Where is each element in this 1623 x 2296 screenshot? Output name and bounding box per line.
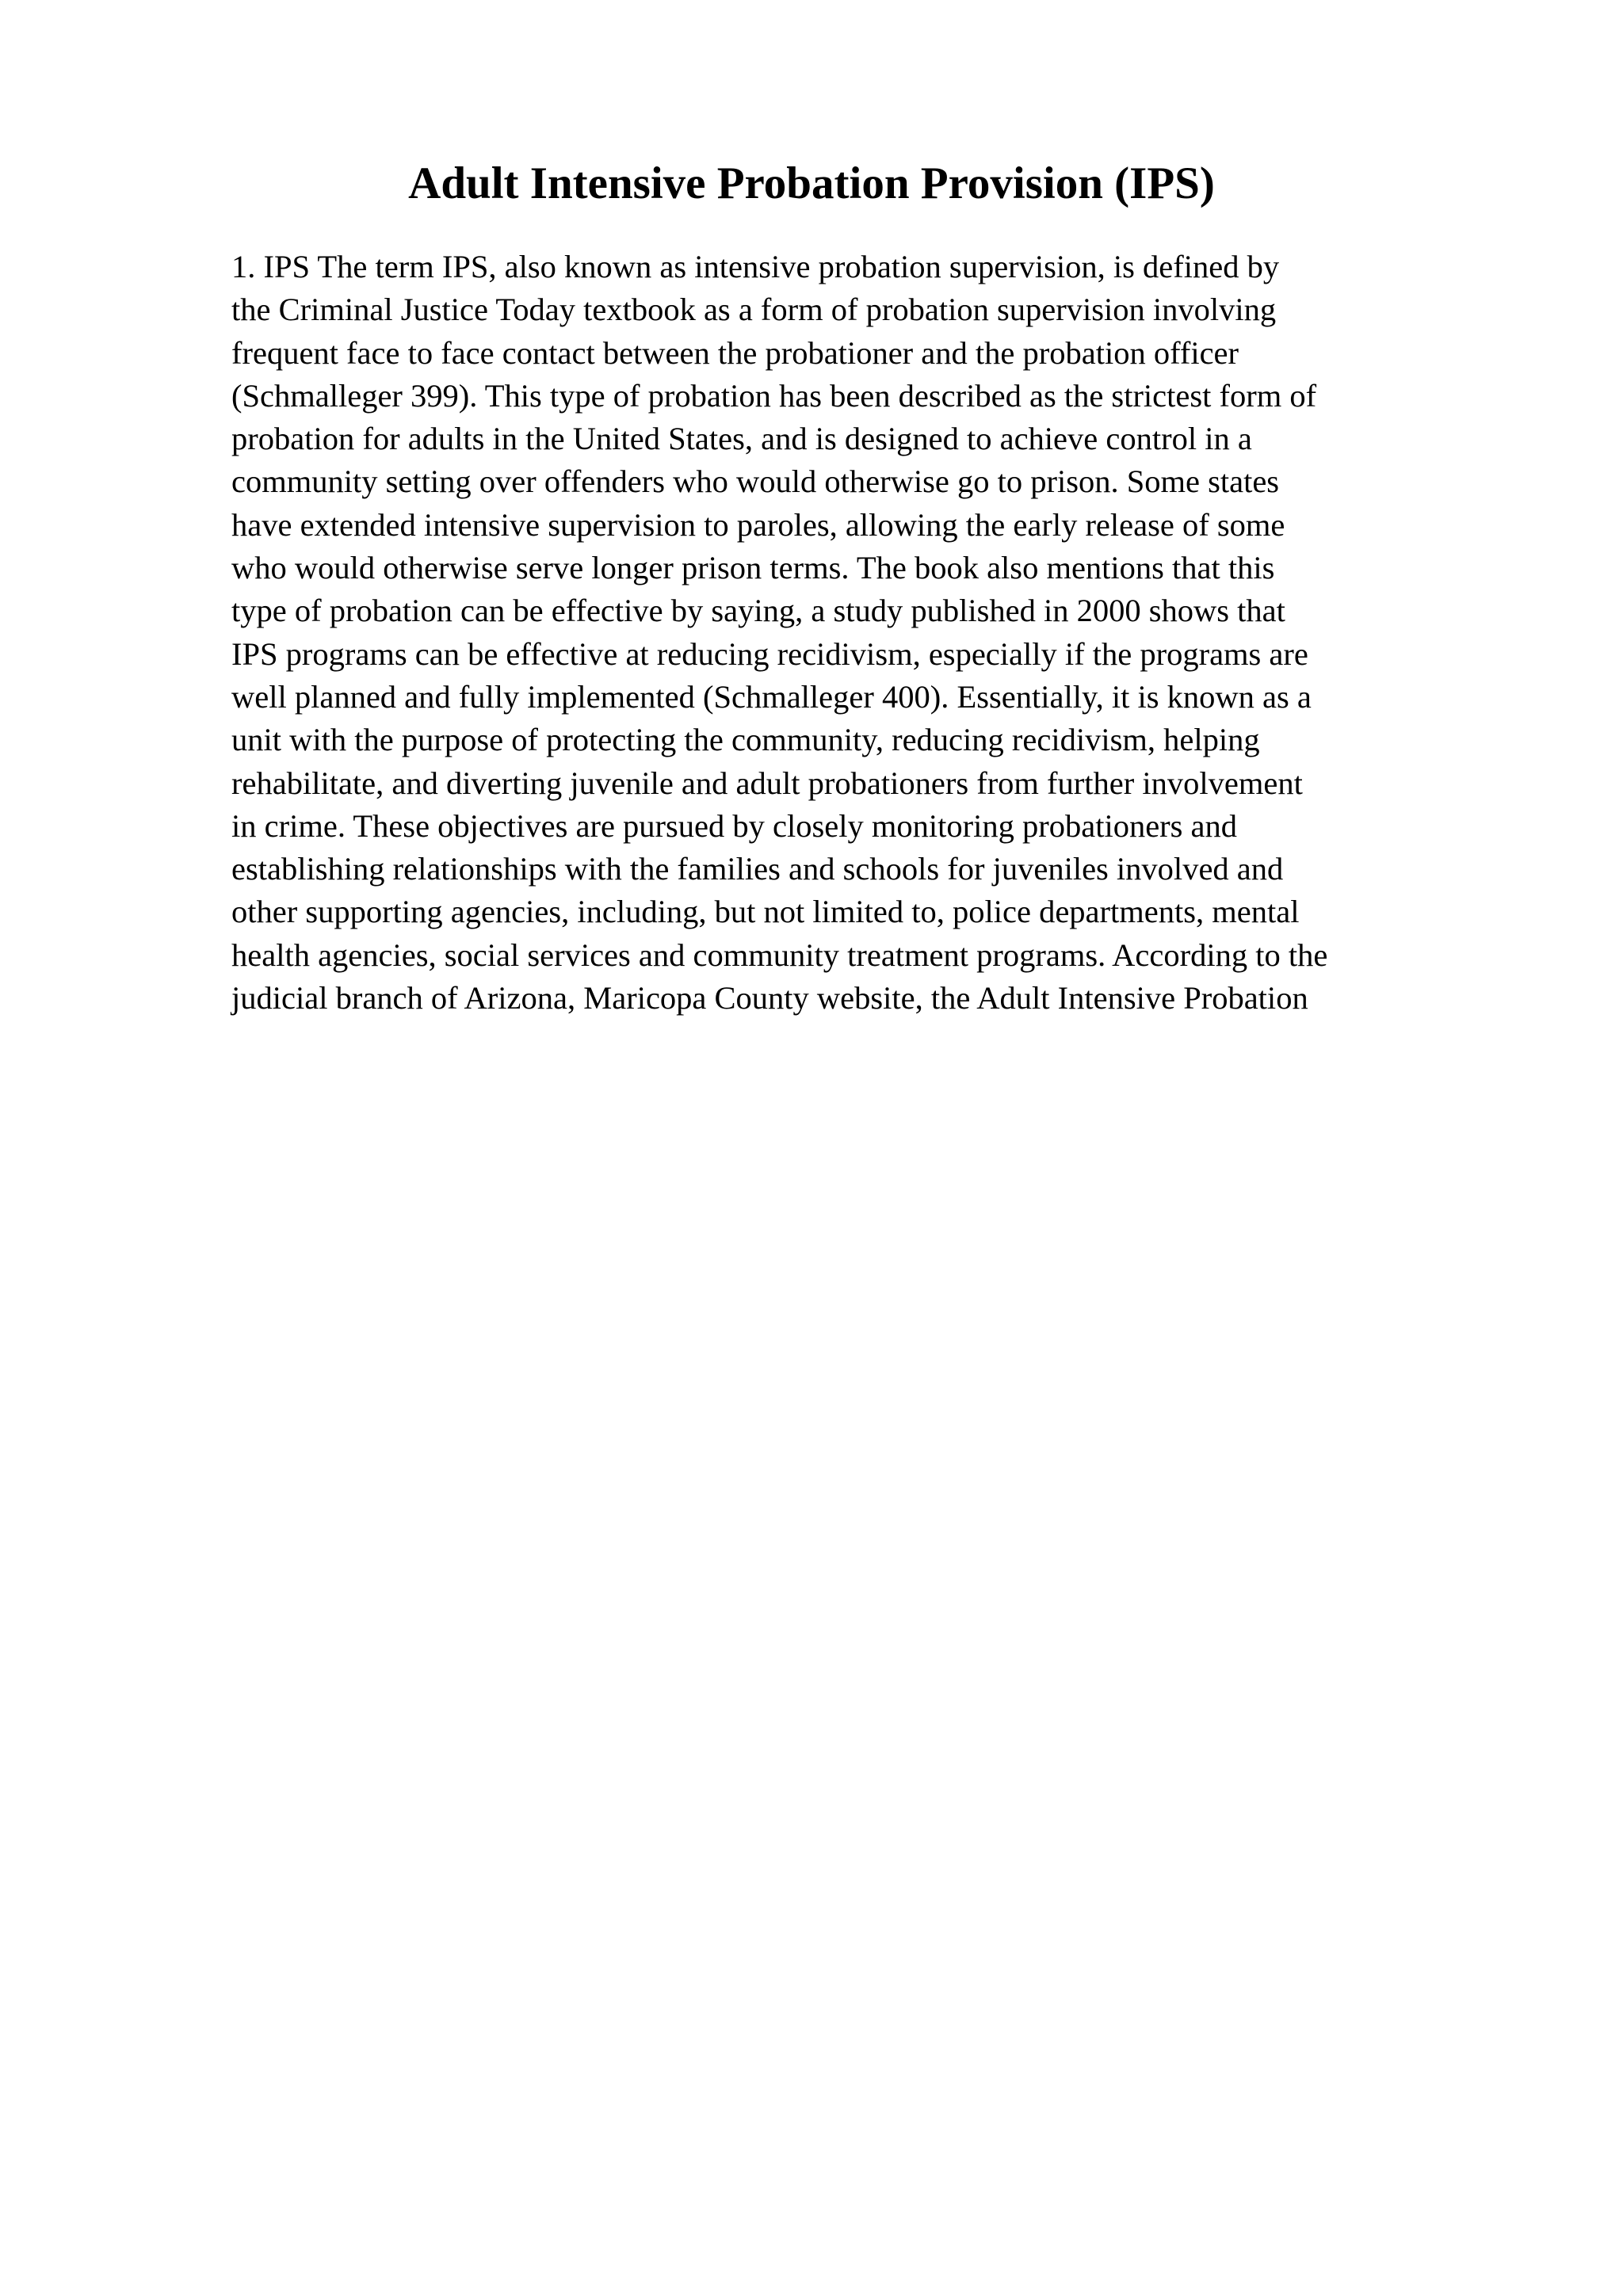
paragraph-line: unit with the purpose of protecting the community, reducing recidivism, helping: [231, 722, 1260, 758]
paragraph-line: type of probation can be effective by saying, a study published in 2000 shows that: [231, 593, 1285, 629]
paragraph-line: frequent face to face contact between the probationer and the probation officer: [231, 334, 1239, 371]
paragraph-line: other supporting agencies, including, but not limited to, police departments, mental: [231, 894, 1300, 930]
paragraph-line: health agencies, social services and community treatment programs. According to the: [231, 936, 1328, 973]
paragraph-line: 1. IPS The term IPS, also known as intensive probation supervision, is defined by: [231, 249, 1280, 284]
page-title: Adult Intensive Probation Provision (IPS): [408, 158, 1215, 208]
paragraph-line: establishing relationships with the families and schools for juveniles involved and: [231, 851, 1284, 887]
paragraph-line: who would otherwise serve longer prison terms. The book also mentions that this: [231, 550, 1275, 586]
paragraph-line: well planned and fully implemented (Schmalleger 400). Essentially, it is known as a: [231, 678, 1312, 715]
paragraph-line: the Criminal Justice Today textbook as a form of probation supervision involving: [231, 292, 1277, 328]
paragraph-line: have extended intensive supervision to paroles, allowing the early release of some: [231, 506, 1285, 543]
paragraph-line: rehabilitate, and diverting juvenile and adult probationers from further involvement: [231, 765, 1303, 801]
paragraph-line: judicial branch of Arizona, Maricopa County website, the Adult Intensive Probation: [231, 980, 1308, 1016]
body-paragraph: [231, 246, 1515, 1020]
paragraph-line: community setting over offenders who would otherwise go to prison. Some states: [231, 463, 1280, 500]
paragraph-line: (Schmalleger 399). This type of probation has been described as the strictest form of: [231, 377, 1317, 414]
paragraph-line: in crime. These objectives are pursued by closely monitoring probationers and: [231, 807, 1238, 844]
paragraph-line: IPS programs can be effective at reducing recidivism, especially if the programs are: [231, 635, 1308, 672]
paragraph-line: probation for adults in the United States, and is designed to achieve control in a: [231, 421, 1252, 457]
